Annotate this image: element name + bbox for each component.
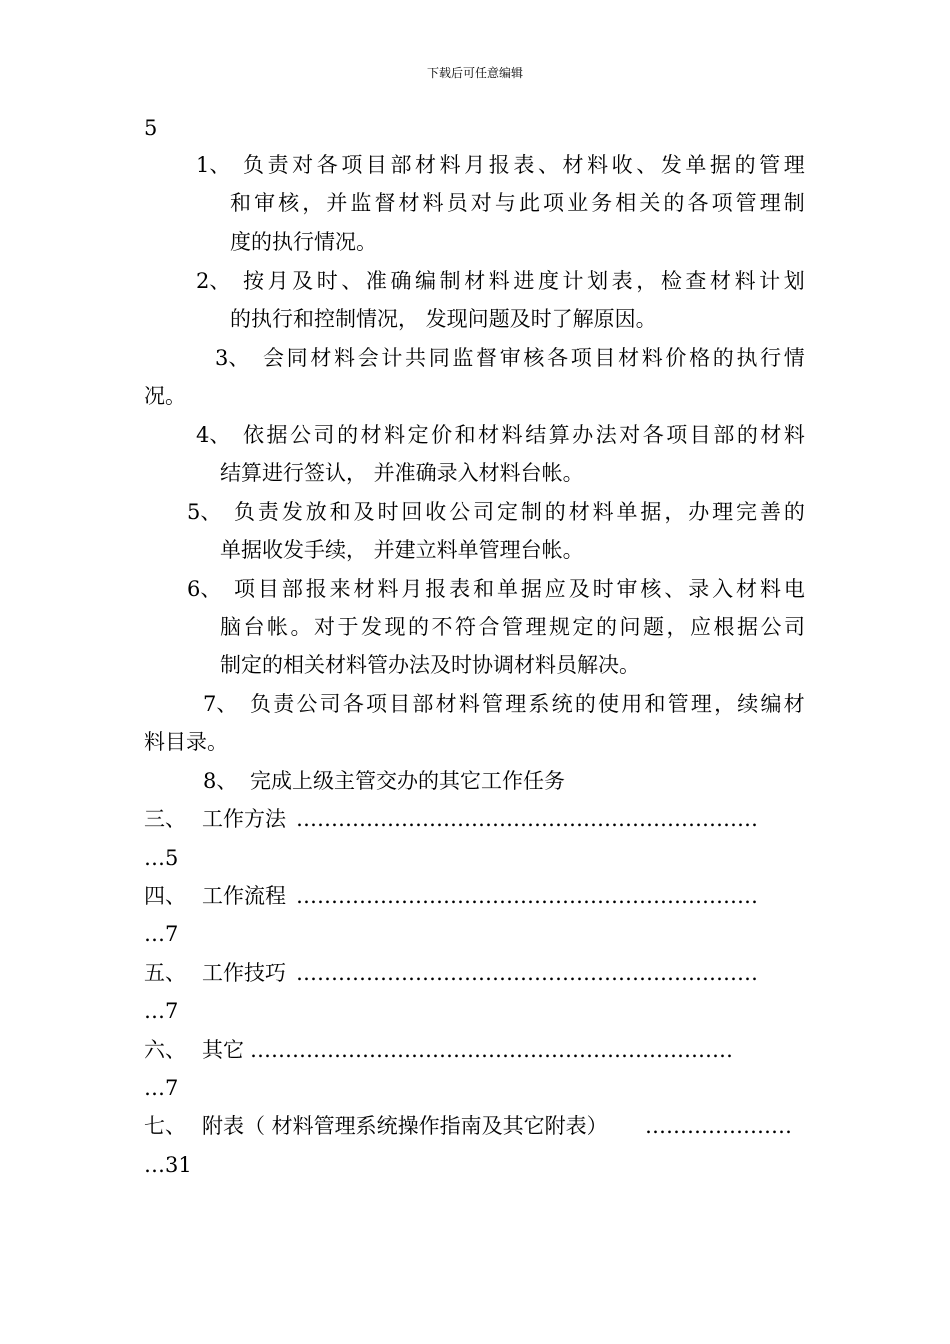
toc-title: 其它: [202, 1038, 244, 1062]
list-item-text: 依 据 公 司 的 材 料 定 价 和 材 料 结 算 办 法 对 各 项 目 部 的 材 料: [243, 423, 805, 447]
list-item-text: 脑 台 帐 。 对 于 发 现 的 不 符 合 管 理 规 定 的 问 题 ， 应 根 据 公 司: [220, 615, 805, 639]
toc-page-number: 7: [165, 922, 179, 946]
list-item-number: 8、: [203, 769, 238, 793]
toc-page-number: 31: [165, 1153, 192, 1177]
toc-page-number: 5: [165, 846, 179, 870]
list-item-text: 完成上级主管交办的其它工作任务: [250, 769, 565, 793]
list-item-text: 负 责 发 放 和 及 时 回 收 公 司 定 制 的 材 料 单 据 ， 办 理 完 善 的: [234, 500, 805, 524]
list-item-text: 结算进行签认， 并准确录入材料台帐。: [220, 461, 584, 485]
toc-leader: …………………………………………………………: [296, 884, 758, 908]
toc-number: 五、: [144, 961, 186, 985]
list-item-text: 单据收发手续， 并建立料单管理台帐。: [220, 538, 584, 562]
toc-title: 工作流程: [202, 884, 286, 908]
toc-page-number: 7: [165, 1076, 179, 1100]
page-header: 下载后可任意编辑: [426, 66, 523, 80]
toc-title: 附表（ 材料管理系统操作指南及其它附表）: [202, 1114, 608, 1138]
list-item-text: 和 审 核 ， 并 监 督 材 料 员 对 与 此 项 业 务 相 关 的 各 项 管 理 制: [230, 191, 805, 215]
toc-page: …5: [144, 846, 179, 870]
toc-leader: ……………………………………………………………: [250, 1038, 733, 1062]
list-item-text: 会 同 材 料 会 计 共 同 监 督 审 核 各 项 目 材 料 价 格 的 执 行 情: [263, 346, 805, 370]
list-item-number: 5、: [187, 500, 222, 524]
toc-page: …7: [144, 1076, 179, 1100]
list-item-text: 况。: [144, 384, 186, 408]
page-reference: 5: [144, 116, 158, 140]
list-item-number: 1、: [196, 153, 231, 177]
toc-page: …7: [144, 922, 179, 946]
toc-leader: …………………: [645, 1114, 792, 1138]
list-item-text: 负 责 对 各 项 目 部 材 料 月 报 表 、 材 料 收 、 发 单 据 的 管 理: [243, 153, 805, 177]
list-item-number: 6、: [187, 577, 222, 601]
list-item-number: 7、: [203, 692, 238, 716]
toc-number: 七、: [144, 1114, 186, 1138]
list-item-text: 负 责 公 司 各 项 目 部 材 料 管 理 系 统 的 使 用 和 管 理 ， 续 编 材: [250, 692, 805, 716]
toc-leader: …………………………………………………………: [296, 807, 758, 831]
list-item-number: 4、: [196, 423, 231, 447]
toc-page-number: 7: [165, 999, 179, 1023]
toc-number: 四、: [144, 884, 186, 908]
toc-page: …7: [144, 999, 179, 1023]
list-item-text: 按 月 及 时 、 准 确 编 制 材 料 进 度 计 划 表 ， 检 查 材 料 计 划: [243, 269, 805, 293]
toc-title: 工作方法: [202, 807, 286, 831]
list-item-text: 项 目 部 报 来 材 料 月 报 表 和 单 据 应 及 时 审 核 、 录 入 材 料 电: [234, 577, 805, 601]
list-item-text: 度的执行情况。: [230, 230, 377, 254]
toc-number: 三、: [144, 807, 186, 831]
toc-leader: …………………………………………………………: [296, 961, 758, 985]
list-item-text: 料目录。: [144, 730, 228, 754]
list-item-text: 制定的相关材料管办法及时协调材料员解决。: [220, 653, 640, 677]
toc-page: …31: [144, 1153, 192, 1177]
list-item-number: 2、: [196, 269, 231, 293]
list-item-number: 3、: [215, 346, 250, 370]
list-item-text: 的执行和控制情况， 发现问题及时了解原因。: [230, 307, 657, 331]
toc-title: 工作技巧: [202, 961, 286, 985]
toc-number: 六、: [144, 1038, 186, 1062]
